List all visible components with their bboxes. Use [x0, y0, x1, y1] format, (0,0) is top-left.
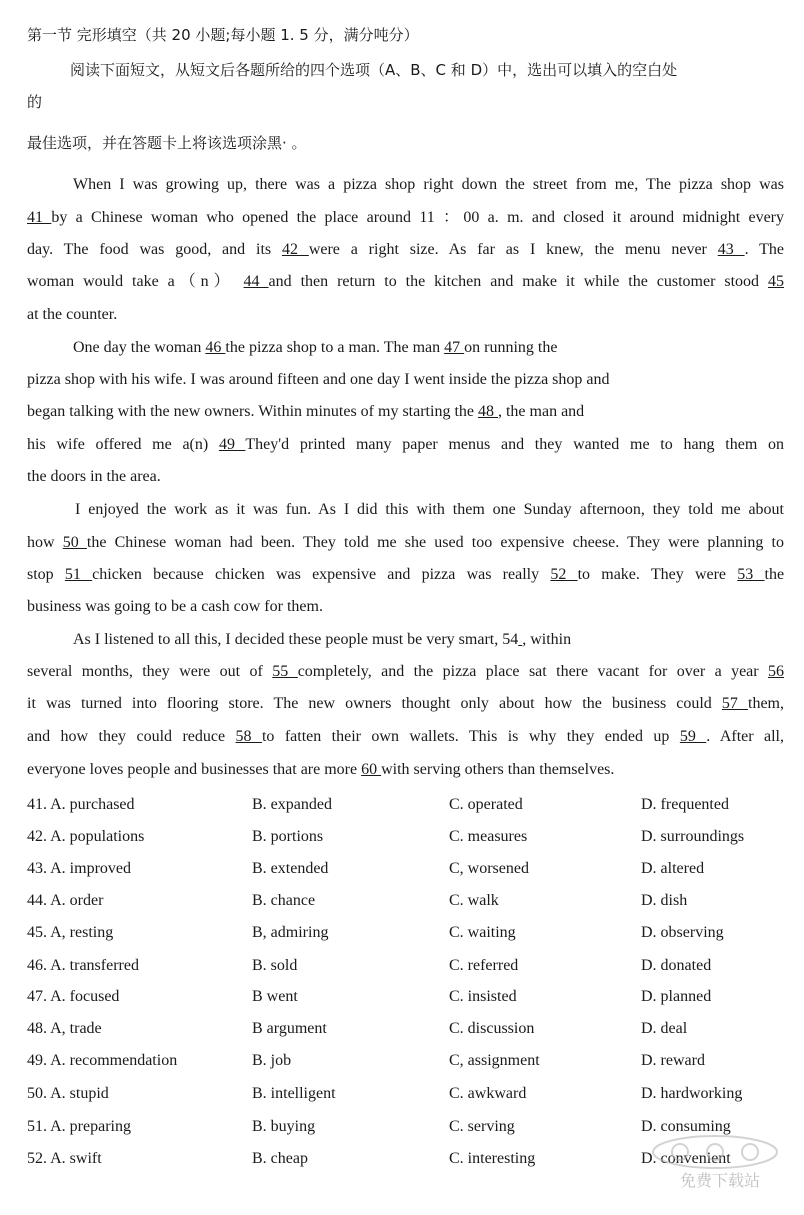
watermark-logo-icon — [640, 1130, 790, 1170]
question-option-b: B, admiring — [252, 924, 329, 941]
instruction-line-1: 阅读下面短文，从短文后各题所给的四个选项（A、B、C 和 D）中，选出可以填入的空白处 — [70, 61, 678, 79]
blank-49: 49 — [218, 436, 246, 453]
blank-47: 47 — [444, 339, 465, 356]
passage-text: They'd printed many paper menus and they wanted me to hang them on — [245, 436, 785, 453]
passage-text: how — [27, 534, 63, 551]
question-option-d: D. surroundings — [641, 828, 745, 845]
passage-line — [73, 630, 571, 650]
passage-text: completely, and the pizza place sat there vacant for over a year — [297, 663, 769, 680]
question-option-b: B. sold — [252, 957, 298, 974]
question-option-b: B. portions — [252, 828, 324, 845]
passage-text: day. The food was good, and its — [27, 241, 282, 258]
question-option-d: D. reward — [641, 1052, 705, 1069]
passage-line — [27, 662, 784, 682]
passage-line — [27, 694, 784, 714]
question-option-c: C. operated — [449, 796, 523, 813]
question-option-a: 49. A. recommendation — [27, 1052, 178, 1069]
passage-text: and how they could reduce — [27, 728, 236, 745]
blank-44: 44 — [243, 273, 269, 290]
passage-line: business was going to be a cash cow for them. — [27, 598, 323, 615]
question-option-a: 52. A. swift — [27, 1150, 102, 1167]
passage-text: to make. They were — [577, 566, 738, 583]
question-option-a: 46. A. transferred — [27, 957, 139, 974]
question-option-b: B. extended — [252, 860, 329, 877]
passage-text: to fatten their own wallets. This is why they ended up — [261, 728, 680, 745]
question-option-d: D. donated — [641, 957, 712, 974]
question-option-d: D. dish — [641, 892, 688, 909]
question-option-c: C. discussion — [449, 1020, 535, 1037]
passage-text: One day the woman — [73, 339, 206, 356]
passage-text: on running the — [464, 339, 558, 356]
question-option-b: B went — [252, 988, 298, 1005]
passage-line: at the counter. — [27, 306, 118, 323]
passage-text: his wife offered me a(n) — [27, 436, 219, 453]
question-option-c: C, worsened — [449, 860, 529, 877]
passage-text: by a Chinese woman who opened the place around 11 ：00 a. m. and closed it around midnight every — [51, 209, 785, 226]
passage-line — [27, 533, 784, 553]
blank-57: 57 — [721, 695, 748, 712]
passage-line — [27, 208, 784, 228]
passage-text: the Chinese woman had been. They told me she used too expensive cheese. They were planning to — [86, 534, 784, 551]
question-option-c: C. measures — [449, 828, 528, 845]
question-option-c: C. insisted — [449, 988, 517, 1005]
passage-line — [73, 338, 557, 358]
passage-text: the — [764, 566, 785, 583]
question-option-b: B. intelligent — [252, 1085, 336, 1102]
blank-48: 48 — [477, 403, 498, 420]
blank-55: 55 — [272, 663, 298, 680]
passage-line — [27, 435, 784, 455]
blank-51: 51 — [64, 566, 93, 583]
blank-41: 41 — [27, 209, 52, 226]
passage-text: were a right size. As far as I knew, the menu never — [308, 241, 718, 258]
question-option-d: D. convenient — [641, 1150, 731, 1167]
question-option-b: B. expanded — [252, 796, 332, 813]
instruction-line-2: 的 — [27, 93, 43, 111]
passage-text: them, — [748, 695, 784, 712]
question-option-d: D. consuming — [641, 1118, 731, 1135]
passage-text: several months, they were out of — [27, 663, 273, 680]
passage-text: with serving others than themselves. — [381, 761, 615, 778]
question-option-d: D. observing — [641, 924, 724, 941]
passage-line: pizza shop with his wife. I was around fifteen and one day I went inside the pizza shop and — [27, 371, 610, 388]
question-option-c: C. waiting — [449, 924, 516, 941]
blank-45: 45 — [768, 273, 784, 290]
passage-text: stop — [27, 566, 65, 583]
question-option-a: 43. A. improved — [27, 860, 131, 877]
question-option-b: B. cheap — [252, 1150, 308, 1167]
passage-line — [27, 565, 784, 585]
passage-text: . After all, — [706, 728, 785, 745]
passage-line — [27, 402, 584, 422]
passage-line — [27, 760, 614, 780]
question-option-d: D. altered — [641, 860, 705, 877]
passage-text: As I listened to all this, I decided these people must be very smart, 54 — [73, 631, 519, 648]
watermark-text: 免费下载站 — [680, 1171, 761, 1190]
passage-line: When I was growing up, there was a pizza shop right down the street from me, The pizza shop was — [73, 176, 784, 193]
question-option-b: B. job — [252, 1052, 292, 1069]
question-option-a: 50. A. stupid — [27, 1085, 109, 1102]
question-option-d: D. planned — [641, 988, 712, 1005]
passage-text: it was turned into flooring store. The new owners thought only about how the business could — [27, 695, 722, 712]
instruction-line-3: 最佳选项，并在答题卡上将该选项涂黑· 。 — [27, 134, 307, 152]
question-option-a: 48. A, trade — [27, 1020, 102, 1037]
blank-50: 50 — [62, 534, 87, 551]
passage-text: began talking with the new owners. Within minutes of my starting the — [27, 403, 478, 420]
question-option-a: 44. A. order — [27, 892, 104, 909]
question-option-a: 41. A. purchased — [27, 796, 135, 813]
passage-text: . The — [744, 241, 785, 258]
watermark — [640, 1130, 790, 1210]
blank-46: 46 — [205, 339, 226, 356]
passage-text: , within — [522, 631, 572, 648]
passage-text: chicken because chicken was expensive and pizza was really — [92, 566, 551, 583]
question-option-b: B. chance — [252, 892, 316, 909]
question-option-c: C, assignment — [449, 1052, 540, 1069]
passage-text: and then return to the kitchen and make it while the customer stood — [268, 273, 768, 290]
passage-line: the doors in the area. — [27, 468, 161, 485]
passage-line — [27, 727, 784, 747]
question-option-c: C. serving — [449, 1118, 515, 1135]
passage-text: everyone loves people and businesses that are more — [27, 761, 362, 778]
blank-56: 56 — [768, 663, 785, 680]
passage-line — [27, 240, 784, 260]
question-option-d: D. deal — [641, 1020, 688, 1037]
blank-52: 52 — [550, 566, 578, 583]
blank-42: 42 — [281, 241, 309, 258]
question-option-c: C. interesting — [449, 1150, 536, 1167]
question-option-c: C. referred — [449, 957, 519, 974]
passage-text: woman would take a（n） — [27, 273, 244, 290]
question-option-d: D. hardworking — [641, 1085, 743, 1102]
blank-58: 58 — [235, 728, 262, 745]
question-option-a: 51. A. preparing — [27, 1118, 131, 1135]
blank-59: 59 — [679, 728, 707, 745]
passage-text: the pizza shop to a man. The man — [225, 339, 445, 356]
passage-line: I enjoyed the work as it was fun. As I did this with them one Sunday afternoon, they told me about — [75, 501, 784, 518]
passage-line — [27, 272, 784, 292]
question-option-b: B argument — [252, 1020, 327, 1037]
question-option-b: B. buying — [252, 1118, 316, 1135]
blank-43: 43 — [717, 241, 745, 258]
passage-text: , the man and — [497, 403, 585, 420]
question-option-c: C. awkward — [449, 1085, 527, 1102]
blank-60: 60 — [361, 761, 382, 778]
blank-53: 53 — [737, 566, 765, 583]
question-option-a: 45. A, resting — [27, 924, 114, 941]
question-option-a: 47. A. focused — [27, 988, 120, 1005]
question-option-a: 42. A. populations — [27, 828, 145, 845]
question-option-c: C. walk — [449, 892, 499, 909]
question-option-d: D. frequented — [641, 796, 729, 813]
section-title: 第一节 完形填空（共 20 小题;每小题 1. 5 分，满分吨分） — [27, 26, 419, 44]
